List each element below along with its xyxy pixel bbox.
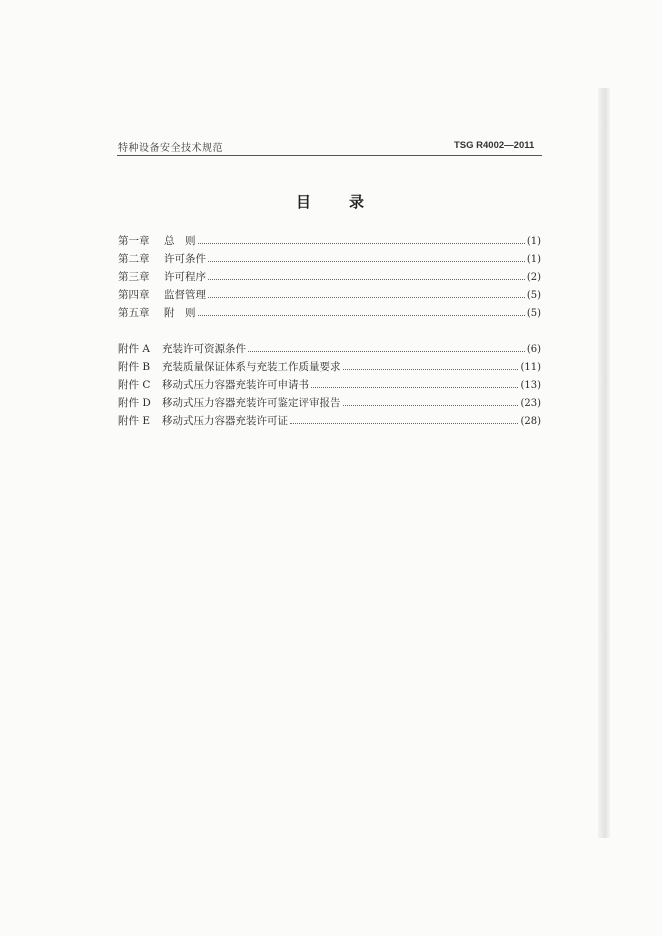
- toc-entry-label: 附件 A: [118, 343, 150, 355]
- toc-entry-label: 附件 C: [118, 379, 151, 391]
- toc-entry-chapter-2[interactable]: [118, 251, 541, 266]
- toc-entry-label: 附件 E: [118, 415, 151, 427]
- toc-title: 目录: [296, 193, 403, 211]
- toc-entry-label: 附件 B: [118, 361, 151, 373]
- toc-entry-page: (28): [520, 416, 541, 427]
- toc-entry-appendix-a[interactable]: [118, 341, 541, 356]
- toc-entry-label: 第二章: [118, 253, 150, 265]
- toc-entry-label: 附件 D: [118, 397, 151, 409]
- toc-leader-dots: [208, 260, 525, 262]
- toc-entry-appendix-e[interactable]: [118, 413, 541, 428]
- toc-entry-text: 附 则: [164, 307, 196, 319]
- toc-entry-page: (5): [526, 290, 541, 301]
- toc-entry-label: 第五章: [118, 307, 150, 319]
- toc-entry-page: (13): [520, 380, 541, 391]
- header-rule: [117, 155, 542, 156]
- toc-entry-text: 充装质量保证体系与充装工作质量要求: [162, 361, 341, 373]
- toc-entry-text: 移动式压力容器充装许可申请书: [162, 379, 309, 391]
- toc-entry-page: (5): [526, 308, 541, 319]
- running-header-title: 特种设备安全技术规范: [118, 143, 223, 154]
- toc-leader-dots: [198, 314, 525, 316]
- toc-entry-appendix-b[interactable]: [118, 359, 541, 374]
- page-edge-shadow: [598, 88, 610, 838]
- toc-entry-appendix-c[interactable]: [118, 377, 541, 392]
- toc-leader-dots: [208, 296, 525, 298]
- toc-leader-dots: [248, 350, 525, 352]
- toc-entry-label: 第四章: [118, 289, 150, 301]
- toc-leader-dots: [290, 422, 518, 424]
- toc-entry-page: (2): [526, 272, 541, 283]
- toc-entry-page: (23): [520, 398, 541, 409]
- toc-entry-text: 充装许可资源条件: [162, 343, 246, 355]
- toc-leader-dots: [208, 278, 525, 280]
- toc-entry-chapter-4[interactable]: [118, 287, 541, 302]
- standard-code: TSG R4002—2011: [454, 140, 535, 151]
- toc-entry-label: 第三章: [118, 271, 150, 283]
- toc-entry-text: 移动式压力容器充装许可证: [162, 415, 288, 427]
- running-header-code: [454, 140, 534, 151]
- toc-entry-chapter-1[interactable]: [118, 233, 541, 248]
- toc-entry-label: 第一章: [118, 235, 150, 247]
- toc-entry-text: 监督管理: [164, 289, 206, 301]
- toc-entry-text: 总 则: [164, 235, 196, 247]
- toc-entry-text: 许可程序: [164, 271, 206, 283]
- toc-entry-chapter-3[interactable]: [118, 269, 541, 284]
- toc-leader-dots: [311, 386, 518, 388]
- toc-entry-appendix-d[interactable]: [118, 395, 541, 410]
- toc-leader-dots: [198, 242, 525, 244]
- toc-entry-text: 移动式压力容器充装许可鉴定评审报告: [162, 397, 341, 409]
- toc-entry-text: 许可条件: [164, 253, 206, 265]
- toc-leader-dots: [343, 404, 519, 406]
- toc-entry-chapter-5[interactable]: [118, 305, 541, 320]
- toc-entry-page: (1): [526, 236, 541, 247]
- toc-entry-page: (11): [520, 362, 541, 373]
- toc-leader-dots: [343, 368, 519, 370]
- toc-entry-page: (6): [526, 344, 541, 355]
- toc-entry-page: (1): [526, 254, 541, 265]
